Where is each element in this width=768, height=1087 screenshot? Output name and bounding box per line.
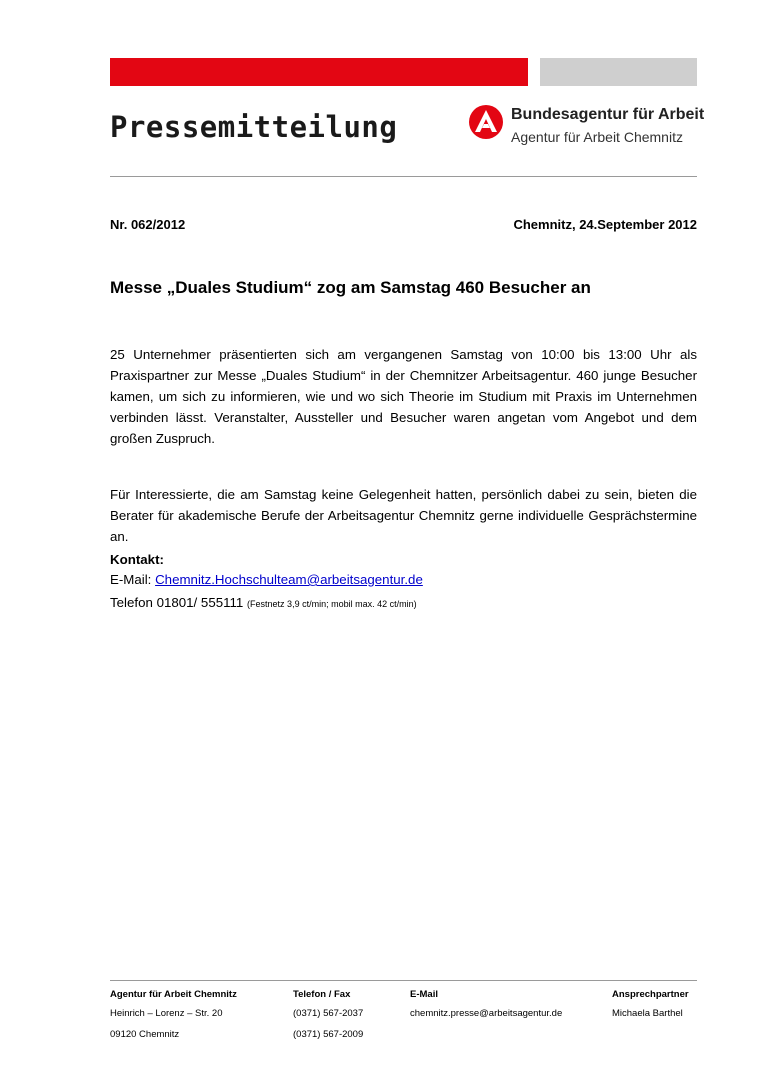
- footer-divider: [110, 980, 697, 981]
- headline: Messe „Duales Studium“ zog am Samstag 460 Besucher an: [110, 278, 591, 297]
- contact-phone: Telefon 01801/ 555111: [110, 595, 244, 610]
- header-divider: [110, 176, 697, 177]
- footer-address-city: 09120 Chemnitz: [110, 1029, 180, 1040]
- contact-heading: Kontakt:: [110, 552, 164, 567]
- footer-phone-heading: Telefon / Fax: [293, 989, 351, 1000]
- body-paragraph-2: Für Interessierte, die am Samstag keine Gelegenheit hatten, persönlich dabei zu sein, bieten die Berater für akademische Berufe der Arbeitsagentur Chemnitz gerne individuelle Gesprächstermine an.: [110, 487, 697, 544]
- header-gray-bar: [540, 58, 697, 86]
- press-release-number: Nr. 062/2012: [110, 217, 186, 232]
- page-title: Pressemitteilung: [110, 110, 398, 144]
- org-subtitle: Agentur für Arbeit Chemnitz: [511, 129, 683, 145]
- footer-fax: (0371) 567-2009: [293, 1029, 364, 1040]
- place-date: Chemnitz, 24.September 2012: [513, 217, 697, 232]
- footer-phone: (0371) 567-2037: [293, 1008, 364, 1019]
- body-paragraph-1: 25 Unternehmer präsentierten sich am vergangenen Samstag von 10:00 bis 13:00 Uhr als Praxispartner zur Messe „Duales Studium“ in der Chemnitzer Arbeitsagentur. 460 junge Besucher kamen, um sich zu informieren, wie und wo sich Theorie im Studium mit Praxis im Unternehmen verbinden lässt. Veranstalter, Aussteller und Besucher waren angetan vom Angebot und dem großen Zuspruch.: [110, 347, 697, 446]
- footer-contact-person: Michaela Barthel: [612, 1008, 683, 1019]
- footer-email[interactable]: chemnitz.presse@arbeitsagentur.de: [410, 1008, 563, 1019]
- footer-address-street: Heinrich – Lorenz – Str. 20: [110, 1008, 223, 1019]
- contact-phone-line: [110, 595, 417, 610]
- contact-phone-note: (Festnetz 3,9 ct/min; mobil max. 42 ct/min): [247, 599, 417, 609]
- footer-agency-heading: Agentur für Arbeit Chemnitz: [110, 989, 237, 1000]
- header-red-bar: [110, 58, 528, 86]
- footer-contact-heading: Ansprechpartner: [612, 989, 689, 1000]
- contact-email-label: E-Mail:: [110, 572, 156, 587]
- contact-email-line: [110, 572, 423, 587]
- contact-email-link[interactable]: Chemnitz.Hochschulteam@arbeitsagentur.de: [155, 572, 423, 587]
- org-name: Bundesagentur für Arbeit: [511, 106, 705, 123]
- ba-logo-icon: [468, 104, 504, 140]
- footer-email-heading: E-Mail: [410, 989, 438, 1000]
